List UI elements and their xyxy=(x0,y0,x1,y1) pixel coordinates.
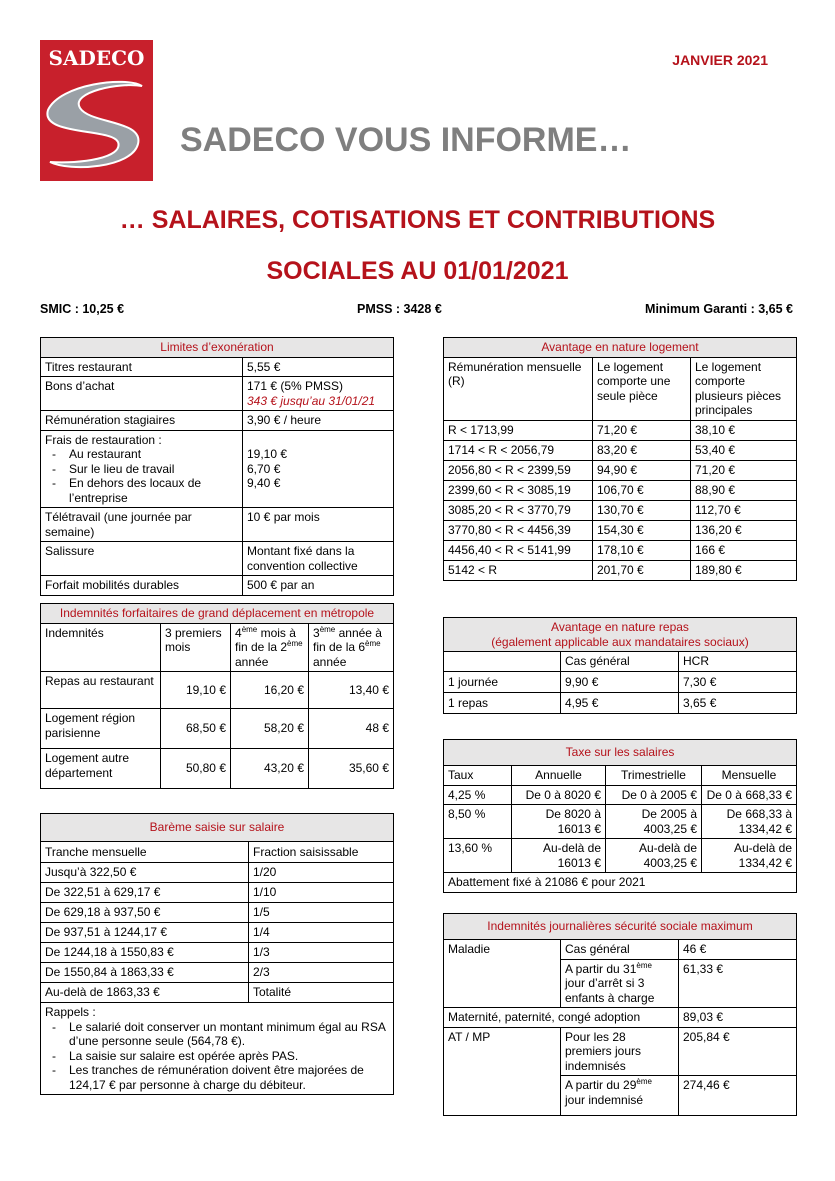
row-sublabel: A partir du 31ème jour d’arrêt si 3 enfants à charge xyxy=(561,959,679,1008)
cell-value: De 0 à 668,33 € xyxy=(702,785,797,805)
cell-value: 4,25 % xyxy=(444,785,512,805)
cell-value: 71,20 € xyxy=(593,420,691,440)
pmss-value: PMSS : 3428 € xyxy=(357,302,442,316)
row-label: AT / MP xyxy=(444,1027,561,1116)
cell-value: 3,65 € xyxy=(679,693,797,714)
column-header: 3 premiers mois xyxy=(161,623,231,672)
row-label: Salissure xyxy=(41,542,243,576)
row-sublabel: Cas général xyxy=(561,940,679,960)
cell-value: 89,03 € xyxy=(679,1008,797,1028)
cell-value: 154,30 € xyxy=(593,520,691,540)
bareme-saisie-table xyxy=(40,813,394,1095)
table-row xyxy=(444,805,797,839)
avantage-logement-table xyxy=(443,337,797,581)
cell-value: 5142 < R xyxy=(444,560,593,580)
cell-value: 13,40 € xyxy=(309,672,394,709)
table-row xyxy=(444,1027,797,1076)
row-label: Maladie xyxy=(444,940,561,1008)
cell-value: Au-delà de 1334,42 € xyxy=(702,839,797,873)
cell-value: 166 € xyxy=(691,540,797,560)
smic-value: SMIC : 10,25 € xyxy=(40,302,125,316)
cell-value: De 937,51 à 1244,17 € xyxy=(41,923,249,943)
column-header: Mensuelle xyxy=(702,766,797,786)
frais-item: - Au restaurant xyxy=(45,447,238,462)
cell-value: Au-delà de 4003,25 € xyxy=(606,839,702,873)
page-title-line1: … SALAIRES, COTISATIONS ET CONTRIBUTIONS xyxy=(119,206,716,234)
table-row xyxy=(41,377,394,411)
column-header: 4ème mois à fin de la 2ème année xyxy=(231,623,309,672)
table-row xyxy=(444,500,797,520)
cell-value: 4,95 € xyxy=(561,693,679,714)
row-sublabel: Pour les 28 premiers jours indemnisés xyxy=(561,1027,679,1076)
cell-value: De 0 à 2005 € xyxy=(606,785,702,805)
cell-value: R < 1713,99 xyxy=(444,420,593,440)
cell-value: 2056,80 < R < 2399,59 xyxy=(444,460,593,480)
cell-value: 205,84 € xyxy=(679,1027,797,1076)
rappels-cell xyxy=(41,1003,394,1095)
cell-value: 53,40 € xyxy=(691,440,797,460)
indemnites-journalieres-table xyxy=(443,913,797,1116)
cell-value: 3085,20 < R < 3770,79 xyxy=(444,500,593,520)
cell-value: 8,50 % xyxy=(444,805,512,839)
table-row xyxy=(41,576,394,596)
cell-value: 19,10 € xyxy=(161,672,231,709)
cell-value: 1 journée xyxy=(444,672,561,693)
bons-achat-temporary-value: 343 € jusqu’au 31/01/21 xyxy=(247,393,376,408)
column-header: Le logement comporte plusieurs pièces principales xyxy=(691,357,797,420)
cell-value: De 668,33 à 1334,42 € xyxy=(702,805,797,839)
table-row xyxy=(41,430,394,508)
table-row xyxy=(41,983,394,1003)
row-value: 500 € par an xyxy=(243,576,394,596)
table-title: Barème saisie sur salaire xyxy=(41,814,394,842)
table-title: Taxe sur les salaires xyxy=(444,740,797,766)
table-row xyxy=(41,863,394,883)
table-title: Avantage en nature logement xyxy=(444,338,797,358)
table-row xyxy=(444,440,797,460)
cell-value: De 2005 à 4003,25 € xyxy=(606,805,702,839)
table-row xyxy=(444,693,797,714)
table-row xyxy=(444,839,797,873)
indemnites-deplacement-table xyxy=(40,603,394,789)
row-value: 10 € par mois xyxy=(243,508,394,542)
table-row xyxy=(444,560,797,580)
rappels-row xyxy=(41,1003,394,1095)
cell-value: 130,70 € xyxy=(593,500,691,520)
column-header: Rémunération mensuelle (R) xyxy=(444,357,593,420)
logo-text: SADECO xyxy=(48,46,145,70)
table-row xyxy=(41,709,394,749)
cell-value: 4456,40 < R < 5141,99 xyxy=(444,540,593,560)
cell-value: 106,70 € xyxy=(593,480,691,500)
table-row xyxy=(444,480,797,500)
frais-value: 9,40 € xyxy=(247,476,281,490)
row-label: Rémunération stagiaires xyxy=(41,411,243,431)
rappels-label: Rappels : xyxy=(45,1005,96,1019)
minimum-garanti-value: Minimum Garanti : 3,65 € xyxy=(645,302,793,316)
cell-value: 68,50 € xyxy=(161,709,231,749)
cell-value: 189,80 € xyxy=(691,560,797,580)
row-label: Repas au restaurant xyxy=(41,672,161,709)
cell-value: 16,20 € xyxy=(231,672,309,709)
table-title: Limites d’exonération xyxy=(41,338,394,358)
cell-value: 1714 < R < 2056,79 xyxy=(444,440,593,460)
table-row xyxy=(41,883,394,903)
row-sublabel: A partir du 29ème jour indemnisé xyxy=(561,1076,679,1116)
cell-value: 13,60 % xyxy=(444,839,512,873)
cell-value: 46 € xyxy=(679,940,797,960)
row-label xyxy=(41,430,243,508)
frais-item: - Sur le lieu de travail xyxy=(45,462,238,477)
cell-value: 35,60 € xyxy=(309,749,394,789)
table-row xyxy=(41,508,394,542)
abattement-row xyxy=(444,873,797,893)
cell-value: 178,10 € xyxy=(593,540,691,560)
cell-value: 9,90 € xyxy=(561,672,679,693)
table-row xyxy=(444,672,797,693)
cell-value: Jusqu’à 322,50 € xyxy=(41,863,249,883)
row-value xyxy=(243,377,394,411)
row-value: Montant fixé dans la convention collective xyxy=(243,542,394,576)
row-label: Maternité, paternité, congé adoption xyxy=(444,1008,679,1028)
cell-value: 112,70 € xyxy=(691,500,797,520)
column-header: Fraction saisissable xyxy=(249,842,394,863)
frais-label: Frais de restauration : xyxy=(45,432,162,447)
column-header: 3ème année à fin de la 6ème année xyxy=(309,623,394,672)
table-row xyxy=(41,963,394,983)
cell-value: 94,90 € xyxy=(593,460,691,480)
table-title: Indemnités journalières sécurité sociale maximum xyxy=(444,914,797,940)
cell-value: 2/3 xyxy=(249,963,394,983)
table-row xyxy=(444,460,797,480)
cell-value: 1/4 xyxy=(249,923,394,943)
table-row xyxy=(41,749,394,789)
row-value: 5,55 € xyxy=(243,357,394,377)
cell-value: De 8020 à 16013 € xyxy=(512,805,606,839)
bons-achat-value: 171 € (5% PMSS) xyxy=(247,379,344,393)
column-header: Tranche mensuelle xyxy=(41,842,249,863)
row-label: Logement autre département xyxy=(41,749,161,789)
column-header: Le logement comporte une seule pièce xyxy=(593,357,691,420)
abattement-note: Abattement fixé à 21086 € pour 2021 xyxy=(444,873,797,893)
cell-value: 136,20 € xyxy=(691,520,797,540)
limites-exoneration-table xyxy=(40,337,394,596)
row-label: Télétravail (une journée par semaine) xyxy=(41,508,243,542)
rappel-item: - Les tranches de rémunération doivent être majorées de 124,17 € par personne à charge du débiteur. xyxy=(45,1063,389,1092)
row-value: 3,90 € / heure xyxy=(243,411,394,431)
table-header-row xyxy=(41,842,394,863)
headline: SADECO VOUS INFORME… xyxy=(180,121,632,159)
table-row xyxy=(444,420,797,440)
column-header: Indemnités xyxy=(41,623,161,672)
rappel-item: - La saisie sur salaire est opérée après PAS. xyxy=(45,1049,389,1064)
table-row xyxy=(444,520,797,540)
frais-item: - En dehors des locaux de l’entreprise xyxy=(45,476,238,505)
row-label: Logement région parisienne xyxy=(41,709,161,749)
table-title: Indemnités forfaitaires de grand déplacement en métropole xyxy=(41,604,394,624)
table-row xyxy=(444,785,797,805)
table-row xyxy=(41,903,394,923)
row-label: Forfait mobilités durables xyxy=(41,576,243,596)
table-header-row xyxy=(444,652,797,672)
table-row xyxy=(444,1008,797,1028)
table-title-line2: (également applicable aux mandataires sociaux) xyxy=(491,634,749,649)
cell-value: Totalité xyxy=(249,983,394,1003)
avantage-repas-table xyxy=(443,617,797,714)
cell-value: 1/3 xyxy=(249,943,394,963)
cell-value: De 629,18 à 937,50 € xyxy=(41,903,249,923)
cell-value: De 0 à 8020 € xyxy=(512,785,606,805)
column-header: Trimestrielle xyxy=(606,766,702,786)
cell-value: 83,20 € xyxy=(593,440,691,460)
table-header-row xyxy=(444,766,797,786)
column-header: Annuelle xyxy=(512,766,606,786)
cell-value: Au-delà de 16013 € xyxy=(512,839,606,873)
cell-value: 43,20 € xyxy=(231,749,309,789)
sadeco-logo xyxy=(40,40,153,181)
cell-value: 61,33 € xyxy=(679,959,797,1008)
cell-value: 2399,60 < R < 3085,19 xyxy=(444,480,593,500)
column-header xyxy=(444,652,561,672)
table-row xyxy=(41,672,394,709)
table-header-row xyxy=(444,357,797,420)
row-label: Titres restaurant xyxy=(41,357,243,377)
column-header: Taux xyxy=(444,766,512,786)
cell-value: 88,90 € xyxy=(691,480,797,500)
rappel-item: - Le salarié doit conserver un montant minimum égal au RSA d’une personne seule (564,78 €). xyxy=(45,1020,389,1049)
table-row xyxy=(41,943,394,963)
cell-value: 58,20 € xyxy=(231,709,309,749)
cell-value: 1 repas xyxy=(444,693,561,714)
cell-value: 71,20 € xyxy=(691,460,797,480)
frais-value: 6,70 € xyxy=(247,461,281,476)
cell-value: 3770,80 < R < 4456,39 xyxy=(444,520,593,540)
taxe-salaires-table xyxy=(443,739,797,893)
table-header-row xyxy=(41,623,394,672)
table-row xyxy=(41,923,394,943)
cell-value: 1/10 xyxy=(249,883,394,903)
column-header: Cas général xyxy=(561,652,679,672)
document-date: JANVIER 2021 xyxy=(672,52,768,68)
row-label: Bons d’achat xyxy=(41,377,243,411)
cell-value: 7,30 € xyxy=(679,672,797,693)
table-row xyxy=(41,357,394,377)
table-row xyxy=(41,411,394,431)
page-title-line2: SOCIALES AU 01/01/2021 xyxy=(266,257,569,285)
cell-value: De 1550,84 à 1863,33 € xyxy=(41,963,249,983)
cell-value: De 1244,18 à 1550,83 € xyxy=(41,943,249,963)
cell-value: De 322,51 à 629,17 € xyxy=(41,883,249,903)
cell-value: 1/20 xyxy=(249,863,394,883)
table-row xyxy=(41,542,394,576)
cell-value: 48 € xyxy=(309,709,394,749)
frais-value: 19,10 € xyxy=(247,447,288,461)
table-title xyxy=(444,618,797,652)
cell-value: 274,46 € xyxy=(679,1076,797,1116)
cell-value: 1/5 xyxy=(249,903,394,923)
column-header: HCR xyxy=(679,652,797,672)
table-row xyxy=(444,540,797,560)
table-title-line1: Avantage en nature repas xyxy=(551,620,689,634)
cell-value: 50,80 € xyxy=(161,749,231,789)
table-row xyxy=(444,940,797,960)
row-value xyxy=(243,430,394,508)
cell-value: 201,70 € xyxy=(593,560,691,580)
cell-value: 38,10 € xyxy=(691,420,797,440)
cell-value: Au-delà de 1863,33 € xyxy=(41,983,249,1003)
